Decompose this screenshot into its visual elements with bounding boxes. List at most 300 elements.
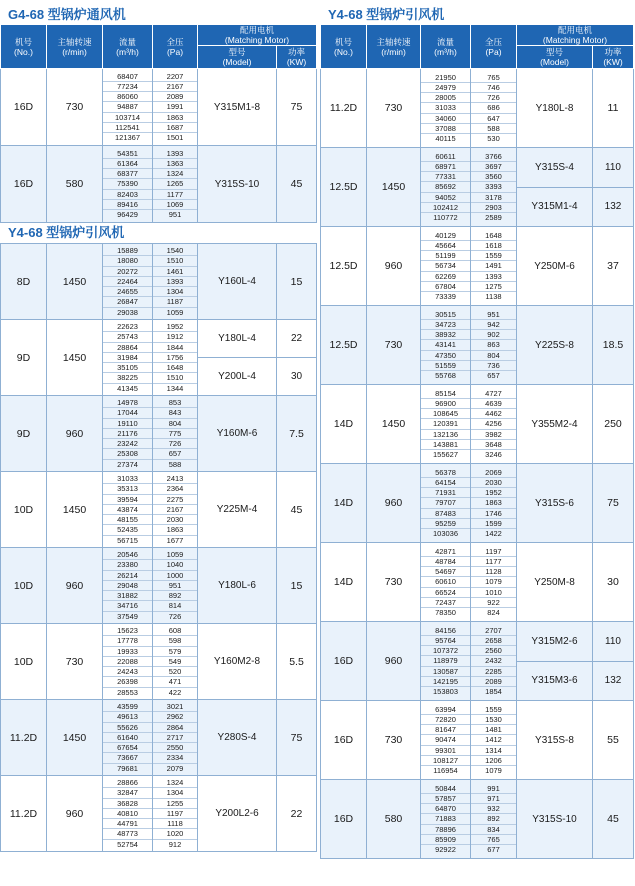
- cell-pressure: 942: [471, 320, 516, 330]
- header-motor-model-line: (Model): [540, 57, 569, 67]
- cell-model-no: 11.2D: [321, 69, 367, 148]
- cell-speed: 730: [367, 701, 421, 780]
- cell-flow: 84156: [421, 626, 470, 636]
- cell-flow: 35313: [103, 484, 152, 494]
- cell-flow: 37088: [421, 124, 470, 134]
- cell-flow: 27374: [117, 459, 138, 469]
- cell-flow: 110772: [433, 213, 458, 222]
- cell-pressure: 1304: [153, 287, 197, 297]
- cell-flow: 45664: [421, 241, 470, 251]
- cell-flow-list: [421, 543, 471, 622]
- cell-flow-list: [103, 548, 153, 624]
- cell-flow: 56378: [421, 468, 470, 478]
- title-y4-68-right: Y4-68 型锅炉引风机: [328, 7, 445, 22]
- cell-flow-list: [103, 244, 153, 320]
- cell-motor-model-list: [517, 622, 593, 701]
- cell-motor-model: Y315M1-4: [531, 201, 578, 213]
- cell-speed: 730: [367, 306, 421, 385]
- cell-pressure: 530: [487, 134, 500, 143]
- cell-pressure: 3697: [471, 162, 516, 172]
- cell-pressure: 1952: [153, 322, 197, 332]
- cell-pressure: 598: [153, 636, 197, 646]
- cell-flow-list: [103, 69, 153, 146]
- table-row: [1, 624, 317, 700]
- header-model-no-line: 机号: [14, 36, 32, 47]
- cell-flow: 92922: [435, 845, 456, 854]
- cell-motor-model: Y180L-4: [198, 320, 276, 358]
- cell-pressure: 765: [471, 73, 516, 83]
- cell-flow-list: [103, 776, 153, 852]
- cell-flow: 87483: [421, 509, 470, 519]
- title-g4-68: G4-68 型锅炉通风机: [8, 7, 126, 22]
- cell-pressure: 2364: [153, 484, 197, 494]
- header-speed-line: (r/min): [62, 46, 87, 57]
- table-row: [321, 385, 634, 464]
- cell-pressure: 1618: [471, 241, 516, 251]
- cell-speed: 960: [47, 396, 103, 472]
- cell-speed: 960: [47, 548, 103, 624]
- cell-pressure: 3246: [485, 450, 502, 459]
- cell-pressure: 991: [471, 784, 516, 794]
- header-pressure: [153, 25, 198, 69]
- cell-pressure: 1079: [485, 766, 502, 775]
- cell-flow: 67804: [421, 282, 470, 292]
- cell-pressure: 1863: [153, 113, 197, 123]
- cell-pressure: 1501: [166, 133, 184, 142]
- cell-flow: 32847: [103, 788, 152, 798]
- cell-speed: 960: [47, 776, 103, 852]
- cell-flow: 86060: [103, 92, 152, 102]
- cell-pressure: 1991: [153, 102, 197, 112]
- cell-pressure: 579: [153, 647, 197, 657]
- header-pressure-line: (Pa): [166, 46, 184, 57]
- cell-pressure: 647: [471, 114, 516, 124]
- cell-flow: 60610: [421, 577, 470, 587]
- cell-pressure: 1177: [471, 557, 516, 567]
- cell-flow: 34060: [421, 114, 470, 124]
- cell-flow: 28553: [117, 687, 138, 697]
- cell-speed: 1450: [367, 148, 421, 227]
- cell-pressure-list: [153, 146, 198, 223]
- cell-flow: 78350: [435, 608, 456, 617]
- cell-pressure-list: [153, 396, 198, 472]
- cell-motor-model: Y315M2-6: [517, 622, 592, 662]
- cell-flow: 51559: [421, 361, 470, 371]
- cell-flow: 19933: [103, 647, 152, 657]
- cell-pressure: 824: [487, 608, 500, 617]
- cell-flow: 94052: [421, 193, 470, 203]
- cell-pressure: 2962: [153, 712, 197, 722]
- cell-speed: 730: [367, 69, 421, 148]
- cell-flow: 20546: [103, 550, 152, 560]
- header-matching-motor: [517, 25, 634, 46]
- cell-flow: 52435: [103, 525, 152, 535]
- cell-speed: 730: [47, 624, 103, 700]
- cell-pressure: 1010: [471, 588, 516, 598]
- cell-pressure: 686: [471, 103, 516, 113]
- cell-pressure: 657: [153, 449, 197, 459]
- cell-speed: 1450: [367, 385, 421, 464]
- cell-flow: 14978: [103, 398, 152, 408]
- left-column: [0, 0, 316, 852]
- cell-pressure-list: [471, 385, 517, 464]
- cell-pressure: 834: [471, 825, 516, 835]
- cell-pressure: 422: [168, 687, 182, 697]
- table-row: [321, 701, 634, 780]
- cell-flow: 20272: [103, 267, 152, 277]
- cell-pressure: 2334: [153, 753, 197, 763]
- cell-pressure: 1648: [471, 231, 516, 241]
- cell-pressure-list: [153, 472, 198, 548]
- cell-pressure: 951: [471, 310, 516, 320]
- cell-pressure: 1069: [153, 200, 197, 210]
- cell-flow: 75390: [103, 179, 152, 189]
- header-speed-line: 主轴转速: [57, 36, 92, 47]
- cell-flow: 85154: [421, 389, 470, 399]
- cell-flow: 29038: [117, 307, 138, 317]
- cell-flow: 24655: [103, 287, 152, 297]
- cell-motor-power-list: [593, 148, 634, 227]
- table-row: [321, 148, 634, 227]
- cell-motor-power: 30: [593, 543, 634, 622]
- cell-pressure: 1746: [471, 509, 516, 519]
- cell-flow: 116954: [433, 766, 458, 775]
- cell-flow: 73667: [103, 753, 152, 763]
- cell-pressure: 951: [168, 210, 182, 219]
- cell-flow: 19110: [103, 419, 152, 429]
- cell-flow: 28005: [421, 93, 470, 103]
- cell-pressure-list: [471, 227, 517, 306]
- cell-motor-power: 15: [277, 548, 317, 624]
- cell-flow: 121367: [114, 133, 141, 142]
- cell-pressure: 746: [471, 83, 516, 93]
- header-model-no-line: (No.): [14, 46, 33, 57]
- cell-motor-power: 5.5: [277, 624, 317, 700]
- cell-motor-model: Y355M2-4: [517, 385, 593, 464]
- header-flow: [103, 25, 153, 69]
- cell-flow: 82403: [103, 190, 152, 200]
- cell-pressure: 863: [471, 340, 516, 350]
- cell-pressure: 2030: [153, 515, 197, 525]
- cell-pressure: 922: [471, 598, 516, 608]
- cell-pressure: 892: [153, 591, 197, 601]
- cell-pressure: 814: [153, 601, 197, 611]
- cell-flow: 43141: [421, 340, 470, 350]
- cell-motor-model-list: [198, 320, 277, 396]
- cell-motor-model: Y180L-6: [198, 548, 277, 624]
- cell-flow: 89416: [103, 200, 152, 210]
- header-speed: [367, 25, 421, 69]
- cell-flow: 31033: [103, 474, 152, 484]
- cell-pressure: 4639: [471, 399, 516, 409]
- cell-pressure: 549: [153, 657, 197, 667]
- cell-pressure: 902: [471, 330, 516, 340]
- cell-pressure: 1138: [485, 292, 502, 301]
- cell-model-no: 16D: [321, 622, 367, 701]
- cell-pressure: 471: [153, 677, 197, 687]
- header-pressure-line: 全压: [166, 36, 184, 47]
- header-pressure: [471, 25, 517, 69]
- cell-speed: 1450: [47, 700, 103, 776]
- cell-pressure: 1510: [153, 256, 197, 266]
- cell-model-no: 10D: [1, 472, 47, 548]
- cell-pressure: 588: [168, 459, 182, 469]
- cell-flow: 17778: [103, 636, 152, 646]
- header-matching-motor-line: (Matching Motor): [542, 35, 608, 45]
- cell-flow: 68407: [103, 72, 152, 82]
- cell-motor-model: Y315S-8: [517, 701, 593, 780]
- cell-flow: 49613: [103, 712, 152, 722]
- cell-flow-list: [421, 227, 471, 306]
- cell-model-no: 10D: [1, 548, 47, 624]
- cell-pressure: 1304: [153, 788, 197, 798]
- cell-pressure: 971: [471, 794, 516, 804]
- header-model-no: [321, 25, 367, 69]
- cell-flow: 79707: [421, 498, 470, 508]
- header-motor-model-line: 型号: [228, 47, 246, 57]
- cell-motor-power-list: [277, 320, 317, 396]
- cell-pressure-list: [153, 700, 198, 776]
- cell-flow-list: [421, 622, 471, 701]
- cell-motor-power: 250: [593, 385, 634, 464]
- cell-motor-model: Y200L2-6: [198, 776, 277, 852]
- cell-flow: 67654: [103, 743, 152, 753]
- cell-pressure: 1530: [471, 715, 516, 725]
- cell-flow: 28866: [103, 778, 152, 788]
- cell-flow: 102412: [421, 203, 470, 213]
- cell-flow: 54351: [103, 149, 152, 159]
- cell-pressure-list: [471, 148, 517, 227]
- cell-motor-model: Y250M-6: [517, 227, 593, 306]
- header-motor-model: [198, 46, 277, 69]
- cell-flow: 52754: [117, 839, 138, 849]
- cell-pressure: 1854: [485, 687, 502, 696]
- cell-pressure: 1197: [153, 809, 197, 819]
- cell-flow-list: [103, 700, 153, 776]
- cell-flow: 39594: [103, 495, 152, 505]
- right-column: [320, 0, 633, 859]
- cell-flow: 55626: [103, 723, 152, 733]
- cell-pressure: 2069: [471, 468, 516, 478]
- cell-motor-power-list: [593, 622, 634, 701]
- cell-pressure: 1255: [153, 799, 197, 809]
- cell-pressure: 1422: [485, 529, 502, 538]
- cell-pressure: 3021: [153, 702, 197, 712]
- cell-motor-power: 110: [593, 622, 633, 662]
- cell-model-no: 16D: [1, 146, 47, 223]
- cell-pressure-list: [471, 701, 517, 780]
- cell-flow: 26214: [103, 571, 152, 581]
- cell-flow: 153803: [432, 687, 459, 696]
- header-model-no-line: 机号: [334, 36, 352, 47]
- cell-flow: 95764: [421, 636, 470, 646]
- header-speed: [47, 25, 103, 69]
- cell-flow: 108645: [421, 409, 470, 419]
- cell-flow: 77234: [103, 82, 152, 92]
- cell-pressure: 1265: [153, 179, 197, 189]
- cell-flow: 54697: [421, 567, 470, 577]
- title-y4-68-left: Y4-68 型锅炉引风机: [8, 225, 125, 240]
- cell-flow-list: [103, 624, 153, 700]
- cell-motor-power: 11: [593, 69, 634, 148]
- header-flow-line: 流量: [118, 36, 136, 47]
- header-speed-line: (r/min): [381, 46, 406, 57]
- cell-pressure: 1324: [153, 169, 197, 179]
- cell-flow-list: [421, 306, 471, 385]
- table-row: [1, 244, 317, 320]
- cell-motor-model: Y280S-4: [198, 700, 277, 776]
- cell-pressure: 1197: [471, 547, 516, 557]
- cell-pressure-list: [471, 306, 517, 385]
- cell-flow: 25308: [103, 449, 152, 459]
- cell-motor-power: 75: [593, 464, 634, 543]
- cell-flow: 64870: [421, 804, 470, 814]
- cell-pressure: 1393: [153, 149, 197, 159]
- cell-flow: 15889: [103, 246, 152, 256]
- cell-flow: 112541: [103, 123, 152, 133]
- cell-flow: 55768: [435, 371, 456, 380]
- cell-motor-power: 132: [604, 201, 622, 213]
- cell-pressure: 1461: [153, 267, 197, 277]
- table-row: [1, 776, 317, 852]
- cell-pressure: 2207: [153, 72, 197, 82]
- cell-flow: 31984: [103, 353, 152, 363]
- cell-flow: 30515: [421, 310, 470, 320]
- cell-flow: 95259: [421, 519, 470, 529]
- table-row: [321, 622, 634, 701]
- cell-motor-power: 75: [277, 69, 317, 146]
- header-motor-power: [277, 46, 317, 69]
- cell-pressure-list: [153, 624, 198, 700]
- cell-flow: 24979: [421, 83, 470, 93]
- cell-pressure: 2089: [471, 677, 516, 687]
- cell-flow: 22088: [103, 657, 152, 667]
- cell-pressure: 736: [471, 361, 516, 371]
- table-row: [1, 396, 317, 472]
- table-row: [1, 700, 317, 776]
- cell-flow: 31033: [421, 103, 470, 113]
- cell-flow: 85909: [421, 835, 470, 845]
- cell-flow: 62269: [421, 272, 470, 282]
- table-row: [321, 780, 634, 859]
- cell-flow: 24243: [103, 667, 152, 677]
- cell-motor-model: Y315S-10: [517, 780, 593, 859]
- cell-flow: 41345: [117, 383, 138, 393]
- header-speed-line: 主轴转速: [376, 36, 411, 47]
- cell-flow: 40115: [435, 134, 456, 143]
- cell-pressure: 1912: [153, 332, 197, 342]
- cell-speed: 960: [367, 227, 421, 306]
- cell-flow: 143881: [421, 440, 470, 450]
- cell-flow: 107372: [421, 646, 470, 656]
- header-model-no: [1, 25, 47, 69]
- cell-motor-power: 37: [593, 227, 634, 306]
- cell-flow-list: [421, 780, 471, 859]
- cell-flow: 26847: [103, 297, 152, 307]
- cell-motor-power: 45: [593, 780, 634, 859]
- cell-flow: 142195: [421, 677, 470, 687]
- table-row: [321, 306, 634, 385]
- cell-flow: 38225: [103, 373, 152, 383]
- cell-flow: 71883: [421, 814, 470, 824]
- cell-model-no: 9D: [1, 396, 47, 472]
- cell-motor-power: 132: [604, 675, 622, 687]
- cell-pressure: 520: [153, 667, 197, 677]
- header-motor-power-line: 功率: [604, 47, 622, 57]
- cell-motor-power: 75: [277, 700, 317, 776]
- cell-flow: 38932: [421, 330, 470, 340]
- cell-flow: 85692: [421, 182, 470, 192]
- cell-pressure: 588: [471, 124, 516, 134]
- header-matching-motor: [198, 25, 317, 46]
- table-row: [321, 543, 634, 622]
- table-row: [321, 464, 634, 543]
- cell-flow: 22464: [103, 277, 152, 287]
- cell-motor-model: Y315S-6: [517, 464, 593, 543]
- cell-motor-model: Y250M-8: [517, 543, 593, 622]
- cell-flow: 23242: [103, 439, 152, 449]
- cell-pressure-list: [153, 320, 198, 396]
- cell-flow-list: [421, 385, 471, 464]
- cell-flow-list: [421, 69, 471, 148]
- cell-pressure: 2432: [471, 656, 516, 666]
- header-flow-line: (m³/h): [116, 46, 139, 57]
- cell-pressure: 3393: [471, 182, 516, 192]
- cell-motor-model: Y225S-8: [517, 306, 593, 385]
- cell-flow: 68971: [421, 162, 470, 172]
- cell-pressure: 726: [153, 439, 197, 449]
- cell-model-no: 11.2D: [1, 776, 47, 852]
- cell-pressure: 608: [153, 626, 197, 636]
- cell-pressure: 775: [153, 429, 197, 439]
- header-motor-model-line: (Model): [222, 57, 252, 67]
- cell-pressure: 1314: [471, 746, 516, 756]
- table-row: [321, 227, 634, 306]
- table-row: [1, 472, 317, 548]
- cell-pressure: 4256: [471, 419, 516, 429]
- cell-flow: 61364: [103, 159, 152, 169]
- cell-flow-list: [103, 146, 153, 223]
- cell-pressure: 1275: [471, 282, 516, 292]
- cell-motor-model: Y160L-4: [198, 244, 277, 320]
- cell-flow: 21176: [103, 429, 152, 439]
- cell-flow: 66524: [421, 588, 470, 598]
- header-motor-model-line: 型号: [545, 47, 563, 57]
- cell-motor-power: 110: [593, 148, 633, 188]
- cell-pressure-list: [153, 548, 198, 624]
- cell-flow: 34716: [103, 601, 152, 611]
- cell-model-no: 11.2D: [1, 700, 47, 776]
- cell-pressure: 1206: [471, 756, 516, 766]
- cell-speed: 580: [367, 780, 421, 859]
- cell-flow: 79681: [117, 763, 138, 773]
- cell-flow: 40129: [421, 231, 470, 241]
- cell-flow: 44791: [103, 819, 152, 829]
- cell-pressure: 951: [153, 581, 197, 591]
- cell-pressure: 677: [487, 845, 500, 854]
- cell-flow: 28864: [103, 343, 152, 353]
- cell-flow-list: [421, 464, 471, 543]
- cell-pressure: 2550: [153, 743, 197, 753]
- cell-pressure: 892: [471, 814, 516, 824]
- cell-flow: 48773: [103, 829, 152, 839]
- cell-pressure: 1599: [471, 519, 516, 529]
- cell-speed: 1450: [47, 244, 103, 320]
- cell-pressure: 1863: [471, 498, 516, 508]
- cell-pressure: 1687: [153, 123, 197, 133]
- cell-flow: 73339: [435, 292, 456, 301]
- cell-motor-model: Y160M-6: [198, 396, 277, 472]
